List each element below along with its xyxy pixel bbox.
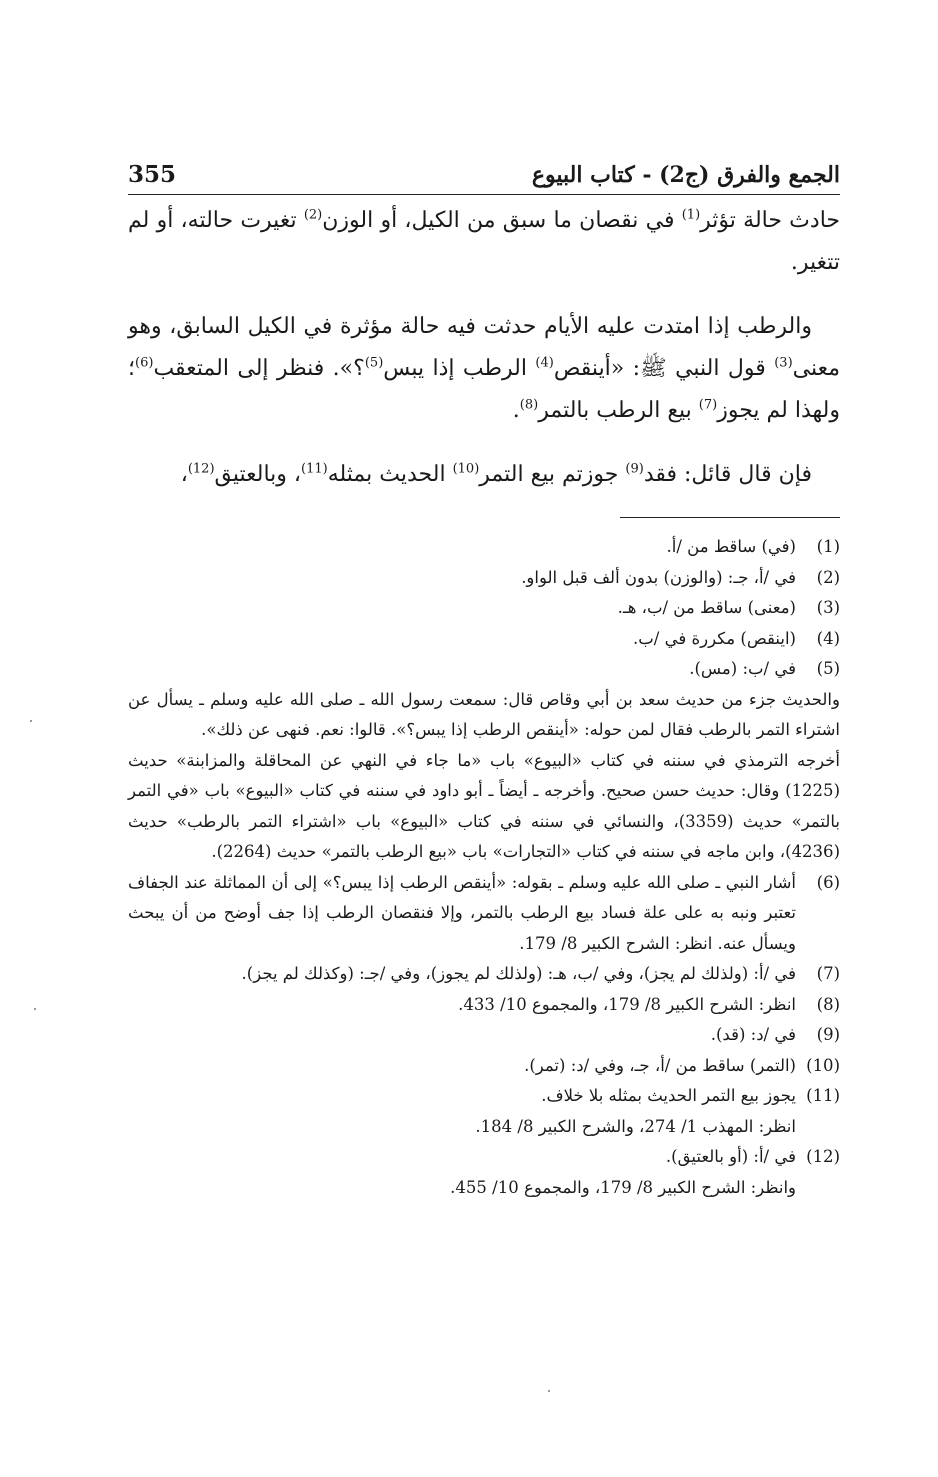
text-run: بيع الرطب بالتمر xyxy=(538,398,699,423)
text-run: الحديث بمثله xyxy=(327,462,453,487)
running-title: الجمع والفرق (ج2) - كتاب البيوع xyxy=(531,162,840,188)
footnote-marker[interactable]: (2) xyxy=(303,207,323,223)
footnote-4 xyxy=(128,624,840,655)
footnote-3 xyxy=(128,593,840,624)
footnote-1 xyxy=(128,532,840,563)
footnote-number: (3) xyxy=(816,598,840,617)
footnote-marker[interactable]: (9) xyxy=(625,461,644,477)
footnote-marker[interactable]: (5) xyxy=(364,355,384,371)
text-run: ؛ ولهذا لم يجوز xyxy=(128,356,840,423)
footnote-5-takhrij: أخرجه الترمذي في سننه في كتاب «البيوع» باب «ما جاء في النهي عن المحاقلة والمزابنة» حديث (1225) وقال: حديث حسن صحيح. وأخرجه ـ أيضاً ـ أبو داود في سننه في كتاب «البيوع» باب «في التمر بالتمر» حديث (3359)، والنسائي في سننه في كتاب «البيوع» باب «اشتراء التمر بالرطب» حديث (4236)، وابن ماجه في سننه في كتاب «التجارات» باب «بيع الرطب بالتمر» حديث (2264). xyxy=(128,750,840,861)
footnote-marker[interactable]: (7) xyxy=(698,397,718,413)
footnote-number: (4) xyxy=(816,628,840,648)
footnote-7 xyxy=(128,959,840,990)
footnote-text: في /د: (قد). xyxy=(710,1025,796,1044)
footnote-marker[interactable]: (12) xyxy=(187,461,215,477)
text-run: فإن قال قائل: فقد xyxy=(643,462,812,487)
footnote-text: في /أ، جـ: (والوزن) بدون ألف قبل الواو. xyxy=(521,567,796,587)
footnote-11-reference: انظر: المهذب 1/ 274، والشرح الكبير 8/ 184. xyxy=(475,1116,796,1136)
footnote-5 xyxy=(128,654,840,685)
footnote-number: (9) xyxy=(816,1025,840,1044)
text-run: حادث حالة تؤثر xyxy=(700,208,840,233)
text-run: ، وبالعتيق xyxy=(214,462,302,487)
footnote-number: (10) xyxy=(806,1055,840,1075)
footnote-marker[interactable]: (6) xyxy=(135,355,154,371)
paragraph-2 xyxy=(128,306,840,432)
footnote-6 xyxy=(128,868,840,960)
footnote-number: (2) xyxy=(816,567,840,587)
text-run: تغيرت حالته، أو لم تتغير. xyxy=(128,208,840,275)
footnote-10 xyxy=(128,1051,840,1082)
scan-speck xyxy=(548,1390,550,1392)
paragraph-3 xyxy=(128,454,840,496)
footnote-text: (في) ساقط من /أ. xyxy=(666,537,796,556)
footnote-marker[interactable]: (1) xyxy=(681,207,701,223)
text-run: جوزتم بيع التمر xyxy=(479,462,626,487)
scan-speck xyxy=(30,720,32,722)
page-header xyxy=(128,148,840,188)
footnote-marker[interactable]: (3) xyxy=(774,355,793,371)
footnote-number: (7) xyxy=(816,964,840,983)
text-run: والرطب إذا امتدت عليه الأيام حدثت فيه حالة مؤثرة في الكيل السابق، وهو معنى xyxy=(128,314,841,381)
footnote-text: في /ب: (مس). xyxy=(689,659,796,678)
footnote-number: (1) xyxy=(816,537,840,556)
footnote-text: (اينقص) مكررة في /ب. xyxy=(633,628,796,648)
footnote-text: في /أ: (أو بالعتيق). xyxy=(665,1147,796,1166)
header-rule xyxy=(128,194,840,195)
text-run: الرطب إذا يبس xyxy=(383,356,536,381)
footnote-marker[interactable]: (11) xyxy=(301,461,328,477)
footnote-marker[interactable]: (8) xyxy=(519,397,539,413)
footnote-number: (8) xyxy=(816,994,840,1014)
text-run: في نقصان ما سبق من الكيل، أو الوزن xyxy=(322,208,682,233)
footnote-number: (5) xyxy=(816,659,840,678)
footnote-marker[interactable]: (10) xyxy=(452,461,480,477)
footnote-text: في /أ: (ولذلك لم يجز)، وفي /ب، هـ: (ولذلك لم يجوز)، وفي /جـ: (وكذلك لم يجز). xyxy=(241,964,796,983)
footnote-marker[interactable]: (4) xyxy=(535,355,554,371)
footnote-text: (معنى) ساقط من /ب، هـ. xyxy=(617,598,796,617)
footnote-12-reference: وانظر: الشرح الكبير 8/ 179، والمجموع 10/ 455. xyxy=(450,1177,796,1197)
footnote-number: (12) xyxy=(806,1147,840,1166)
footnote-8 xyxy=(128,990,840,1021)
footnote-2 xyxy=(128,563,840,594)
paragraph-1 xyxy=(128,200,840,284)
text-run: ؟». فنظر إلى المتعقب xyxy=(153,356,365,381)
footnote-separator xyxy=(620,517,840,518)
footnote-text: يجوز بيع التمر الحديث بمثله بلا خلاف. xyxy=(541,1086,796,1105)
footnote-text: (التمر) ساقط من /أ، جـ، وفي /د: (تمر). xyxy=(524,1055,796,1075)
text-run: . xyxy=(512,398,520,423)
footnote-text: انظر: الشرح الكبير 8/ 179، والمجموع 10/ 433. xyxy=(458,994,796,1014)
footnote-number: (11) xyxy=(806,1086,840,1105)
page-number: 355 xyxy=(128,161,177,188)
footnote-number: (6) xyxy=(816,872,840,892)
footnote-5-hadith: والحديث جزء من حديث سعد بن أبي وقاص قال: سمعت رسول الله ـ صلى الله عليه وسلم ـ يسأل عن اشتراء التمر بالرطب فقال لمن حوله: «أينقص الرطب إذا يبس؟». قالوا: نعم. فنهى عن ذلك». xyxy=(128,689,840,739)
main-text xyxy=(128,200,840,518)
footnotes xyxy=(128,532,840,1203)
text-run: قول النبي ﷺ: «أينقص xyxy=(553,356,775,381)
footnote-text: أشار النبي ـ صلى الله عليه وسلم ـ بقوله: «أينقص الرطب إذا يبس؟» إلى أن المماثلة عند الجفاف تعتبر ونبه به على علة فساد بيع الرطب بالتمر، وإلا فنقصان الرطب إذا جف أوضح من أن يبحث ويسأل عنه. انظر: الشرح الكبير 8/ 179. xyxy=(128,872,796,953)
text-run: ، xyxy=(180,462,188,487)
scan-speck xyxy=(34,1008,36,1010)
footnote-9 xyxy=(128,1020,840,1051)
footnote-12 xyxy=(128,1142,840,1173)
footnote-11 xyxy=(128,1081,840,1112)
